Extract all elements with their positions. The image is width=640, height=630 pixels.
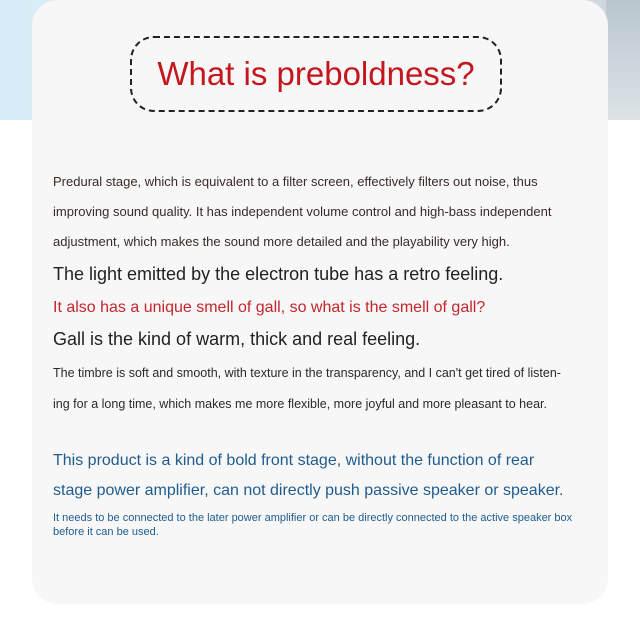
product-line-2: stage power amplifier, can not directly push passive speaker or speaker. xyxy=(53,482,564,499)
title-dashed-frame xyxy=(130,36,502,112)
product-line-1: This product is a kind of bold front stage, without the function of rear xyxy=(53,452,535,469)
page-title: What is preboldness? xyxy=(157,55,475,92)
connection-note: It needs to be connected to the later power amplifier or can be directly connected to the active speaker box before it can be used. xyxy=(53,512,573,538)
gall-question-line: It also has a unique smell of gall, so what is the smell of gall? xyxy=(53,299,486,316)
background-window xyxy=(606,0,640,120)
timbre-line-2: ing for a long time, which makes me more flexible, more joyful and more pleasant to hear. xyxy=(53,397,547,411)
intro-line-2: improving sound quality. It has independent volume control and high-bass independent xyxy=(53,204,552,219)
tube-feeling-line: The light emitted by the electron tube has a retro feeling. xyxy=(53,264,504,284)
timbre-line-1: The timbre is soft and smooth, with texture in the transparency, and I can't get tired of listen- xyxy=(53,366,561,380)
gall-answer-line: Gall is the kind of warm, thick and real feeling. xyxy=(53,329,421,349)
intro-line-3: adjustment, which makes the sound more detailed and the playability very high. xyxy=(53,234,510,249)
intro-line-1: Predural stage, which is equivalent to a filter screen, effectively filters out noise, thus xyxy=(53,174,538,189)
